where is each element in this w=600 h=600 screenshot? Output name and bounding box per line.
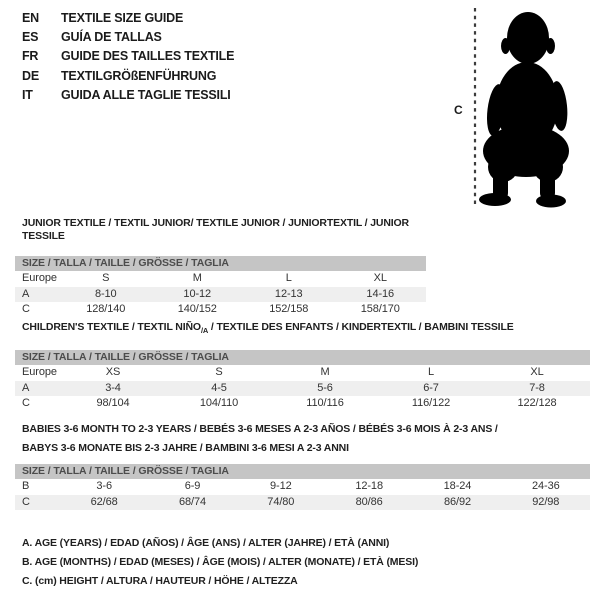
table-cell: 62/68 (90, 495, 118, 508)
table-title-text: CHILDREN'S TEXTILE / TEXTIL NIÑO (22, 321, 201, 333)
guide-title: GUIDA ALLE TAGLIE TESSILI (61, 87, 231, 102)
table-cell: 3-4 (105, 381, 121, 394)
table-title-line2: BABYS 3-6 MONATE BIS 2-3 JAHRE / BAMBINI 3-6 MESI A 2-3 ANNI (22, 441, 349, 454)
guide-title: TEXTILE SIZE GUIDE (61, 11, 184, 25)
legend-note-b: B. AGE (MONTHS) / EDAD (MESES) / ÂGE (MOIS) / ALTER (MONATE) / ETÀ (MESI) (22, 556, 419, 568)
language-row-fr (22, 47, 234, 66)
language-code: EN (22, 11, 39, 25)
table-row (15, 365, 590, 381)
table-row (15, 396, 590, 412)
table-title-line1: BABIES 3-6 MONTH TO 2-3 YEARS / BEBÉS 3-6 MESES A 2-3 AÑOS / BÉBÉS 3-6 MOIS À 2-3 ANS / (22, 423, 498, 435)
language-title-list (22, 9, 234, 105)
table-cell: 8-10 (94, 287, 117, 300)
table-cell: M (320, 366, 330, 379)
table-cell: 80/86 (355, 495, 383, 508)
size-table (15, 256, 426, 318)
table-cell: M (192, 272, 202, 284)
table-title (22, 420, 590, 457)
table-cell: L (285, 272, 292, 284)
table-cell: S (102, 272, 110, 284)
table-cell: 86/92 (443, 495, 471, 508)
table-cell: 110/116 (306, 397, 344, 410)
table-cell: 116/122 (411, 397, 451, 410)
table-cell: 12-18 (355, 480, 383, 492)
table-title-subscript: /A (200, 326, 209, 336)
table-cell: 9-12 (270, 480, 292, 492)
size-table-header: SIZE / TALLA / TAILLE / GRÖSSE / TAGLIA (15, 350, 590, 365)
table-cell: 122/128 (517, 397, 557, 410)
table-cell: 24-36 (531, 480, 560, 492)
language-row-es (22, 28, 234, 47)
table-row (15, 271, 426, 287)
row-label: A (22, 381, 30, 394)
table-cell: 6-7 (423, 381, 439, 394)
table-cell: 92/98 (532, 495, 560, 508)
legend-note-c: C. (cm) HEIGHT / ALTURA / HAUTEUR / HÖHE / ALTEZZA (22, 575, 298, 587)
junior-size-table-section (15, 217, 426, 318)
table-cell: 4-5 (211, 381, 227, 394)
language-row-it (22, 86, 234, 105)
table-cell: 14-16 (366, 287, 395, 300)
height-measure-label: C (454, 103, 463, 117)
table-cell: 104/110 (199, 397, 239, 410)
size-table (15, 464, 590, 510)
table-row (15, 479, 590, 495)
row-label: B (22, 480, 30, 492)
table-row (15, 381, 590, 397)
table-title (22, 321, 590, 337)
table-cell: 18-24 (443, 480, 472, 492)
table-cell: 10-12 (183, 287, 212, 300)
language-code: FR (22, 49, 39, 64)
table-cell: 68/74 (178, 495, 206, 508)
table-row (15, 495, 590, 511)
height-figure (448, 0, 600, 215)
measurement-legend (22, 534, 418, 591)
size-table (15, 350, 590, 412)
row-label: C (22, 303, 30, 315)
table-cell: 5-6 (317, 381, 333, 394)
size-table-header: SIZE / TALLA / TAILLE / GRÖSSE / TAGLIA (15, 256, 426, 271)
children-size-table-section (15, 321, 590, 412)
guide-title: GUIDE DES TAILLES TEXTILE (61, 49, 235, 64)
language-code: DE (22, 68, 39, 83)
guide-title: GUÍA DE TALLAS (61, 30, 162, 45)
table-cell: 74/80 (267, 495, 295, 508)
table-title-text: / TEXTILE DES ENFANTS / KINDERTEXTIL / BAMBINI TESSILE (208, 321, 514, 333)
table-cell: 6-9 (184, 480, 201, 492)
toddler-shape (479, 12, 570, 208)
table-cell: 152/158 (269, 303, 309, 315)
language-code: IT (22, 87, 33, 102)
row-label: A (22, 287, 30, 300)
row-label: C (22, 397, 30, 410)
size-table-header: SIZE / TALLA / TAILLE / GRÖSSE / TAGLIA (15, 464, 590, 479)
table-cell: XL (530, 366, 544, 379)
babies-size-table-section (15, 423, 590, 510)
guide-title: TEXTILGRÖßENFÜHRUNG (61, 68, 217, 83)
row-label: Europe (22, 272, 57, 284)
table-cell: 140/152 (177, 303, 217, 315)
language-code: ES (22, 30, 39, 45)
table-cell: XS (105, 366, 121, 379)
row-label: C (22, 495, 30, 508)
language-row-de (22, 67, 234, 86)
table-cell: 128/140 (86, 303, 126, 315)
table-cell: 12-13 (274, 287, 303, 300)
legend-note-a: A. AGE (YEARS) / EDAD (AÑOS) / ÂGE (ANS) / ALTER (JAHRE) / ETÀ (ANNI) (22, 537, 390, 549)
table-cell: 158/170 (360, 303, 400, 315)
row-label: Europe (22, 366, 57, 379)
table-cell: L (427, 366, 435, 379)
table-title: JUNIOR TEXTILE / TEXTIL JUNIOR/ TEXTILE JUNIOR / JUNIORTEXTIL / JUNIOR TESSILE (22, 217, 409, 242)
table-cell: 98/104 (96, 397, 130, 410)
table-cell: XL (373, 272, 387, 284)
language-row-en (22, 9, 234, 28)
baby-silhouette-icon (448, 0, 600, 215)
table-row (15, 287, 426, 303)
table-cell: S (215, 366, 223, 379)
table-cell: 3-6 (96, 480, 112, 492)
table-row (15, 302, 426, 318)
table-cell: 7-8 (529, 381, 545, 394)
